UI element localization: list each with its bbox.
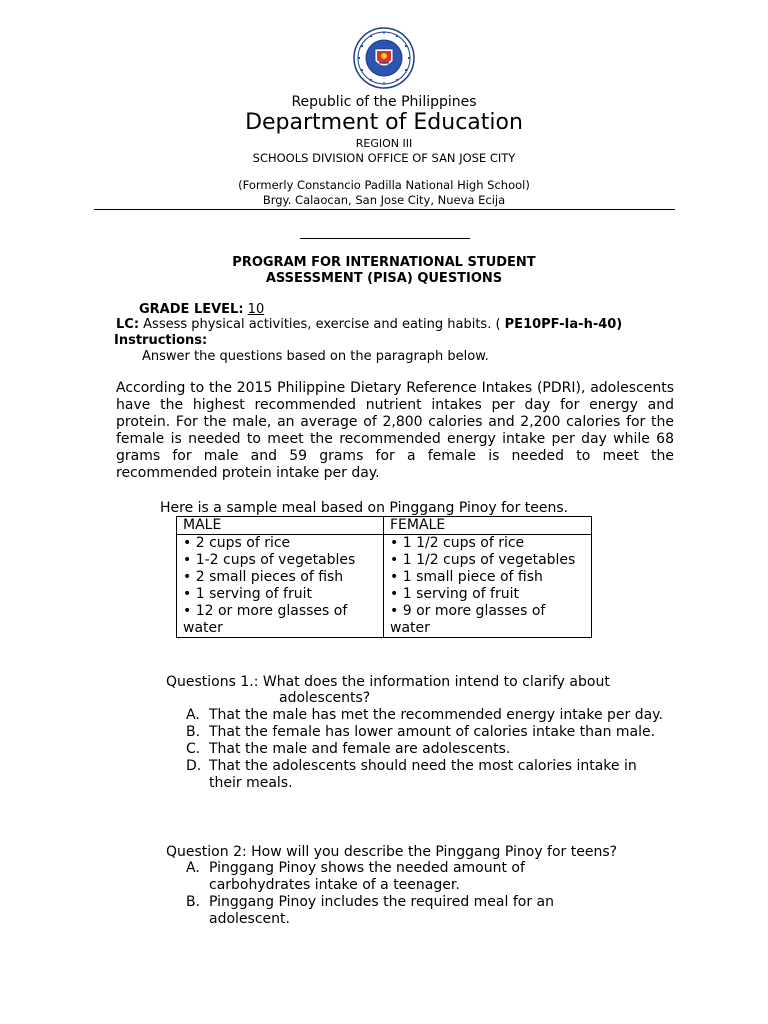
- list-item: • 2 cups of rice: [183, 535, 291, 551]
- list-item: • 1 1/2 cups of vegetables: [390, 552, 576, 568]
- option-d: [186, 758, 666, 792]
- option-label: B.: [186, 894, 201, 910]
- question-1-prompt: Questions 1.: What does the information intend to clarify about: [166, 674, 610, 690]
- option-text: That the male and female are adolescents.: [209, 741, 511, 757]
- question-1-options: [186, 707, 666, 792]
- question-2-prompt: Question 2: How will you describe the Pinggang Pinoy for teens?: [166, 844, 618, 860]
- region-label: REGION III: [355, 137, 413, 150]
- list-item: • 1 serving of fruit: [390, 586, 519, 602]
- option-text: That the adolescents should need the most calories intake in their meals.: [209, 758, 637, 791]
- option-text: Pinggang Pinoy shows the needed amount of carbohydrates intake of a teenager.: [209, 860, 525, 893]
- program-title-line1: PROGRAM FOR INTERNATIONAL STUDENT: [232, 255, 536, 270]
- option-text: That the male has met the recommended energy intake per day.: [209, 707, 663, 723]
- pdri-paragraph: According to the 2015 Philippine Dietary Reference Intakes (PDRI), adolescents have the highest recommended nutrient intakes per day for energy and protein. For the male, an average of 2,800 calories and 2,200 calories for the female is needed to meet the recommended energy intake per day while 68 grams for male and 59 grams for a female is needed to meet the recommended protein intake per day.: [116, 380, 674, 481]
- option-label: A.: [186, 860, 200, 876]
- table-header-row: [177, 517, 592, 535]
- option-c: [186, 741, 666, 758]
- option-label: C.: [186, 741, 201, 757]
- list-item: • 2 small pieces of fish: [183, 569, 344, 585]
- instructions-label: Instructions:: [114, 333, 208, 348]
- option-label: D.: [186, 758, 202, 774]
- option-text: That the female has lower amount of calories intake than male.: [209, 724, 656, 740]
- deped-seal-logo: [353, 27, 415, 89]
- grade-level-label: GRADE LEVEL:: [139, 302, 244, 317]
- option-label: A.: [186, 707, 200, 723]
- header-divider: [94, 209, 675, 210]
- list-item: • 1-2 cups of vegetables: [183, 552, 356, 568]
- department-title: Department of Education: [245, 110, 523, 135]
- question-1-prompt-cont: adolescents?: [279, 690, 371, 706]
- option-text: Pinggang Pinoy includes the required meal for an adolescent.: [209, 894, 554, 927]
- female-meal-cell: [384, 535, 592, 638]
- instructions-text: Answer the questions based on the paragraph below.: [142, 349, 489, 364]
- option-b: [186, 894, 606, 928]
- division-label: SCHOOLS DIVISION OFFICE OF SAN JOSE CITY: [252, 151, 516, 165]
- list-item: • 12 or more glasses of water: [183, 603, 348, 636]
- list-item: • 1 1/2 cups of rice: [390, 535, 525, 551]
- list-item: • 1 small piece of fish: [390, 569, 543, 585]
- table-row: [177, 535, 592, 638]
- school-address: Brgy. Calaocan, San Jose City, Nueva Ecija: [262, 193, 506, 207]
- header-male: MALE: [177, 517, 384, 535]
- lc-text: Assess physical activities, exercise and eating habits. (: [139, 317, 505, 332]
- lc-label: LC:: [116, 317, 140, 332]
- list-item: • 9 or more glasses of water: [390, 603, 546, 636]
- program-title-line2: ASSESSMENT (PISA) QUESTIONS: [265, 271, 503, 286]
- male-meal-cell: [177, 535, 384, 638]
- sample-meal-intro: Here is a sample meal based on Pinggang Pinoy for teens.: [160, 500, 569, 516]
- former-school-name: (Formerly Constancio Padilla National High School): [238, 178, 530, 192]
- list-item: • 1 serving of fruit: [183, 586, 312, 602]
- option-label: B.: [186, 724, 201, 740]
- republic-heading: Republic of the Philippines: [291, 94, 477, 110]
- option-b: [186, 724, 666, 741]
- meal-table: [176, 516, 592, 638]
- grade-level: [139, 302, 264, 317]
- learning-competency: [116, 317, 622, 332]
- grade-level-value: 10: [247, 302, 265, 317]
- option-a: [186, 860, 606, 894]
- lc-code: PE10PF-Ia-h-40): [504, 317, 623, 332]
- header-female: FEMALE: [384, 517, 592, 535]
- option-a: [186, 707, 666, 724]
- blank-line: [300, 238, 470, 239]
- question-2-options: [186, 860, 606, 928]
